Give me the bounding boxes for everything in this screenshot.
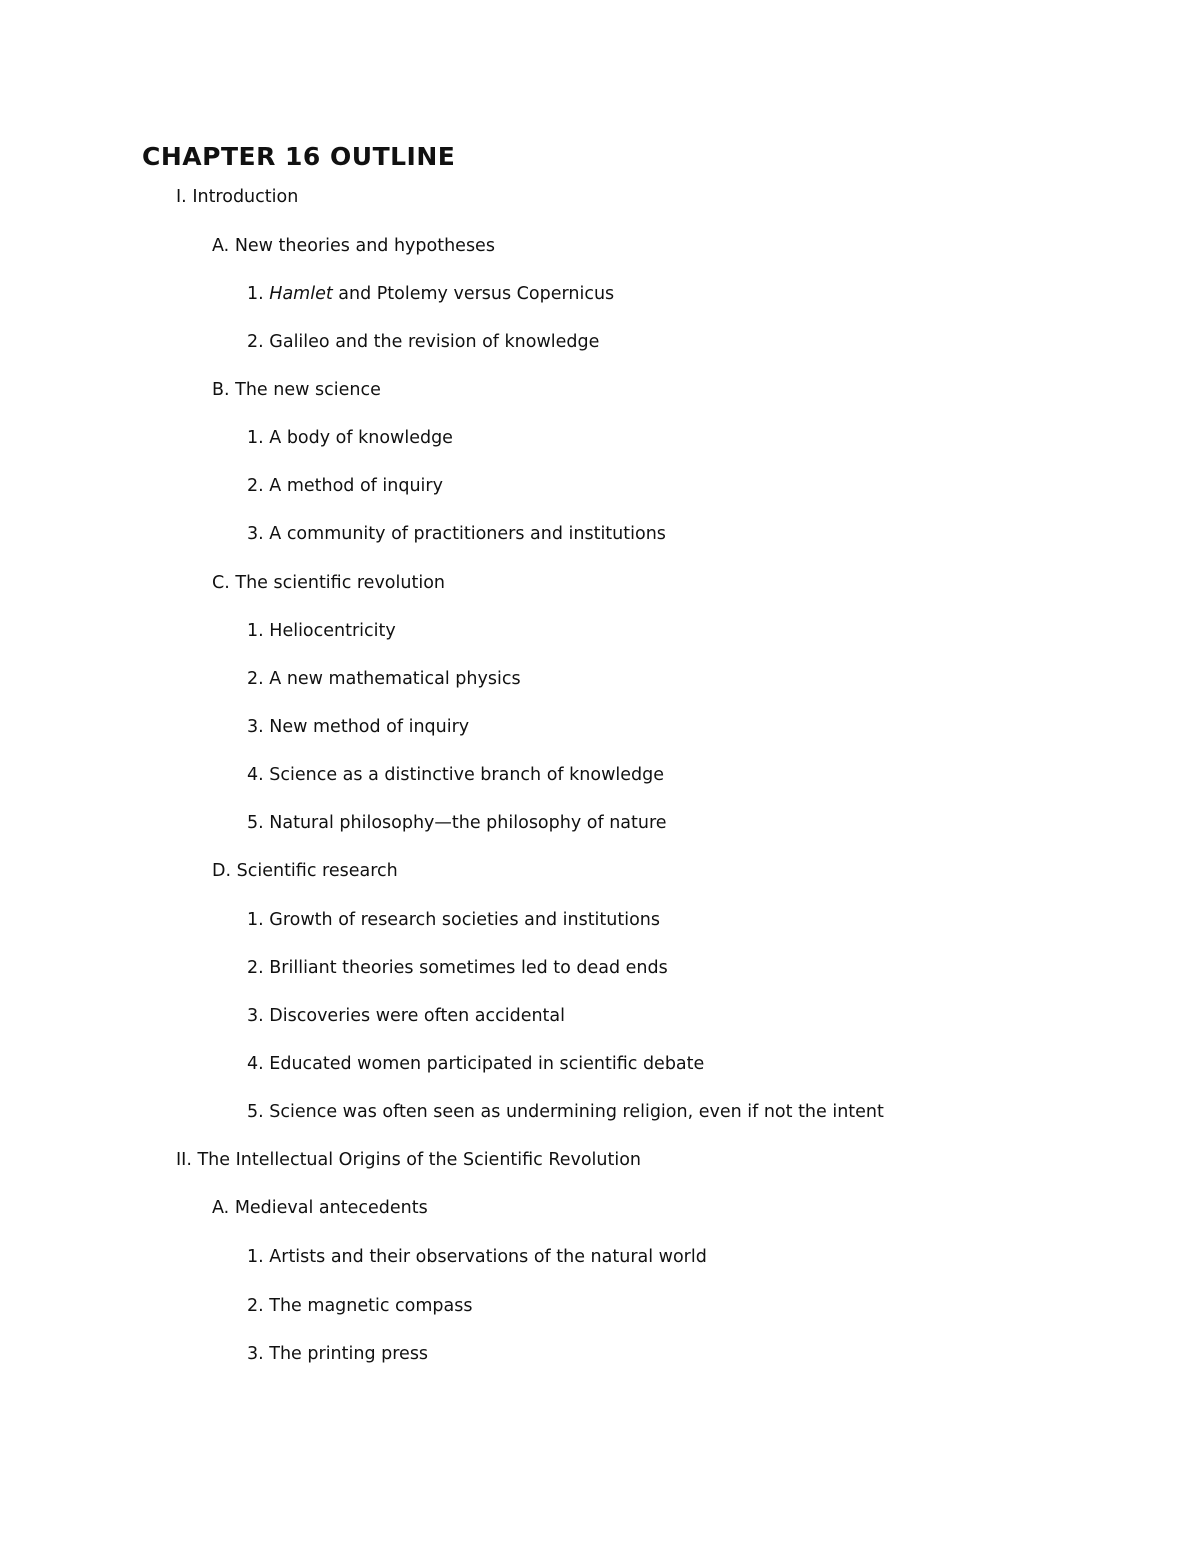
outline-marker: C.	[212, 573, 230, 593]
outline-text: Artists and their observations of the natural world	[269, 1247, 707, 1267]
outline-text: Introduction	[192, 187, 299, 207]
outline-marker: B.	[212, 380, 230, 400]
outline-marker: I.	[176, 187, 187, 207]
outline-item	[247, 522, 666, 546]
outline-marker: 2.	[247, 476, 264, 496]
outline-marker: 1.	[247, 284, 264, 304]
outline-subsection-i-c	[212, 571, 445, 595]
outline-item	[247, 667, 521, 691]
outline-text: Galileo and the revision of knowledge	[269, 332, 600, 352]
outline-marker: 2.	[247, 669, 264, 689]
outline-text: A body of knowledge	[269, 428, 453, 448]
outline-text: A community of practitioners and institutions	[269, 524, 666, 544]
outline-item	[247, 1294, 472, 1318]
outline-item	[247, 282, 614, 306]
outline-subsection-ii-a	[212, 1196, 428, 1220]
outline-subsection-i-d	[212, 859, 398, 883]
outline-marker: 5.	[247, 1102, 264, 1122]
outline-item	[247, 426, 453, 450]
outline-item	[247, 1004, 565, 1028]
outline-marker: 3.	[247, 1344, 264, 1364]
outline-marker: 2.	[247, 1296, 264, 1316]
outline-text: Scientific research	[236, 861, 398, 881]
outline-marker: A.	[212, 1198, 230, 1218]
outline-section-i	[176, 185, 298, 209]
outline-item	[247, 956, 668, 980]
outline-item	[247, 715, 469, 739]
outline-text: The Intellectual Origins of the Scientific Revolution	[197, 1150, 642, 1170]
outline-text: A method of inquiry	[269, 476, 443, 496]
outline-marker: 4.	[247, 765, 264, 785]
outline-item	[247, 811, 667, 835]
outline-marker: 3.	[247, 1006, 264, 1026]
outline-text: Medieval antecedents	[234, 1198, 428, 1218]
outline-marker: 5.	[247, 813, 264, 833]
outline-marker: 1.	[247, 1247, 264, 1267]
outline-text: Science as a distinctive branch of knowledge	[269, 765, 664, 785]
outline-marker: D.	[212, 861, 232, 881]
outline-item	[247, 1342, 428, 1366]
outline-item	[247, 1052, 704, 1076]
outline-marker: 2.	[247, 332, 264, 352]
outline-marker: 3.	[247, 717, 264, 737]
outline-text: The magnetic compass	[269, 1296, 473, 1316]
outline-item	[247, 330, 599, 354]
outline-item	[247, 1100, 884, 1124]
outline-item	[247, 474, 443, 498]
outline-item	[247, 908, 660, 932]
outline-text: and Ptolemy versus Copernicus	[332, 284, 615, 304]
outline-marker: 1.	[247, 910, 264, 930]
outline-marker: 3.	[247, 524, 264, 544]
outline-text: New theories and hypotheses	[234, 236, 495, 256]
outline-text: The new science	[235, 380, 381, 400]
outline-item	[247, 1245, 707, 1269]
outline-text: Growth of research societies and institutions	[269, 910, 661, 930]
outline-text: The scientific revolution	[235, 573, 445, 593]
outline-text: New method of inquiry	[269, 717, 470, 737]
outline-subsection-i-a	[212, 234, 495, 258]
chapter-title: CHAPTER 16 OUTLINE	[142, 142, 456, 171]
outline-marker: 2.	[247, 958, 264, 978]
outline-text: Natural philosophy—the philosophy of nature	[269, 813, 667, 833]
outline-text: The printing press	[269, 1344, 429, 1364]
outline-marker: 4.	[247, 1054, 264, 1074]
outline-marker: II.	[176, 1150, 192, 1170]
outline-item	[247, 763, 664, 787]
outline-marker: 1.	[247, 621, 264, 641]
outline-text: Science was often seen as undermining religion, even if not the intent	[269, 1102, 884, 1122]
outline-text: A new mathematical physics	[269, 669, 521, 689]
outline-text: Educated women participated in scientific debate	[269, 1054, 705, 1074]
outline-text: Brilliant theories sometimes led to dead ends	[269, 958, 668, 978]
outline-section-ii	[176, 1148, 641, 1172]
outline-subsection-i-b	[212, 378, 381, 402]
outline-marker: 1.	[247, 428, 264, 448]
outline-text: Discoveries were often accidental	[269, 1006, 565, 1026]
outline-item	[247, 619, 396, 643]
outline-marker: A.	[212, 236, 230, 256]
outline-italic-title: Hamlet	[269, 284, 333, 304]
outline-text: Heliocentricity	[269, 621, 396, 641]
